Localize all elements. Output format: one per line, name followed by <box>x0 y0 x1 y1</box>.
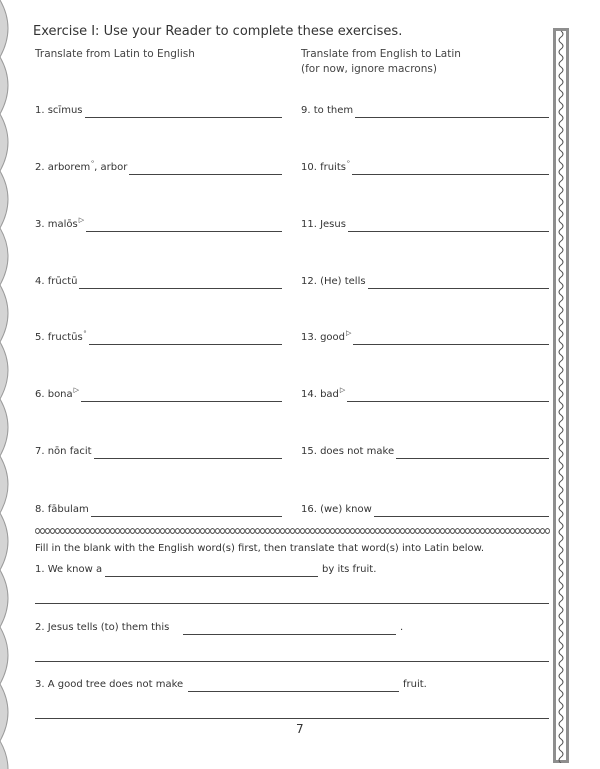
fill-sentence-start: 3. A good tree does not make <box>35 679 184 690</box>
latin-answer-blank[interactable] <box>35 718 549 719</box>
spiral-binding <box>0 0 16 769</box>
vocabulary-mark-icon: ᵒ <box>83 329 87 337</box>
item-label: 12. (He) tells <box>301 276 366 287</box>
page-number: 7 <box>296 722 304 736</box>
exercise-item <box>301 329 352 343</box>
vocabulary-mark-icon: ▷ <box>346 329 352 337</box>
answer-blank[interactable] <box>94 458 282 459</box>
decorative-border-right <box>551 28 571 763</box>
fill-sentence-end: by its fruit. <box>322 564 377 575</box>
exercise-item <box>35 105 83 116</box>
fill-in-instructions: Fill in the blank with the English word(s) first, then translate that word(s) into Latin below. <box>35 543 485 554</box>
english-answer-blank[interactable] <box>183 634 396 635</box>
item-label: 4. frūctū <box>35 276 78 287</box>
exercise-item <box>35 216 85 230</box>
exercise-item <box>35 329 87 343</box>
fill-sentence-start: 1. We know a <box>35 564 103 575</box>
left-column-heading: Translate from Latin to English <box>35 48 195 60</box>
answer-blank[interactable] <box>81 401 282 402</box>
vocabulary-mark-icon: ▷ <box>339 386 346 394</box>
vocabulary-mark-icon: ▷ <box>73 386 80 394</box>
vocabulary-mark-icon: ᵒ <box>91 159 95 167</box>
exercise-item <box>301 386 346 400</box>
fill-sentence-end: . <box>400 622 404 633</box>
item-label: 10. fruits <box>301 162 346 173</box>
item-label: 8. fābulam <box>35 504 89 515</box>
vocabulary-mark-icon: ᵒ <box>346 159 350 167</box>
item-label: 5. fructūs <box>35 332 83 343</box>
answer-blank[interactable] <box>129 174 282 175</box>
latin-answer-blank[interactable] <box>35 661 549 662</box>
exercise-item <box>301 105 353 116</box>
exercise-item <box>301 159 350 173</box>
answer-blank[interactable] <box>368 288 549 289</box>
answer-blank[interactable] <box>86 231 282 232</box>
answer-blank[interactable] <box>355 117 549 118</box>
exercise-item <box>35 504 89 515</box>
latin-answer-blank[interactable] <box>35 603 549 604</box>
exercise-item <box>301 446 394 457</box>
exercise-item <box>301 504 372 515</box>
answer-blank[interactable] <box>374 516 549 517</box>
exercise-item <box>35 159 128 173</box>
answer-blank[interactable] <box>89 344 282 345</box>
exercise-item <box>35 446 92 457</box>
english-answer-blank[interactable] <box>188 691 399 692</box>
exercise-item <box>301 276 366 287</box>
answer-blank[interactable] <box>348 231 549 232</box>
item-label: 11. Jesus <box>301 219 346 230</box>
ornamental-divider <box>35 524 550 538</box>
item-label-suffix: , arbor <box>94 162 128 173</box>
exercise-item <box>301 219 346 230</box>
item-label: 9. to them <box>301 105 354 116</box>
item-label: 7. nōn facit <box>35 446 92 457</box>
vocabulary-mark-icon: ▷ <box>78 216 85 224</box>
answer-blank[interactable] <box>85 117 282 118</box>
answer-blank[interactable] <box>352 174 549 175</box>
answer-blank[interactable] <box>79 288 282 289</box>
item-label: 2. arborem <box>35 162 91 173</box>
item-label: 1. scīmus <box>35 105 83 116</box>
exercise-item <box>35 276 77 287</box>
item-label: 16. (we) know <box>301 504 372 515</box>
answer-blank[interactable] <box>347 401 549 402</box>
fill-sentence-end: fruit. <box>403 679 427 690</box>
english-answer-blank[interactable] <box>105 576 318 577</box>
answer-blank[interactable] <box>396 458 549 459</box>
fill-sentence-start: 2. Jesus tells (to) them this <box>35 622 170 633</box>
item-label: 13. good <box>301 332 346 343</box>
answer-blank[interactable] <box>353 344 549 345</box>
answer-blank[interactable] <box>91 516 282 517</box>
item-label: 15. does not make <box>301 446 395 457</box>
exercise-item <box>35 386 80 400</box>
exercise-title: Exercise I: Use your Reader to complete these exercises. <box>33 24 403 39</box>
right-heading-line-1: Translate from English to Latin <box>301 48 461 60</box>
item-label: 6. bona <box>35 389 73 400</box>
right-column-heading <box>301 47 461 77</box>
item-label: 3. malōs <box>35 219 78 230</box>
item-label: 14. bad <box>301 389 339 400</box>
right-heading-line-2: (for now, ignore macrons) <box>301 63 437 75</box>
